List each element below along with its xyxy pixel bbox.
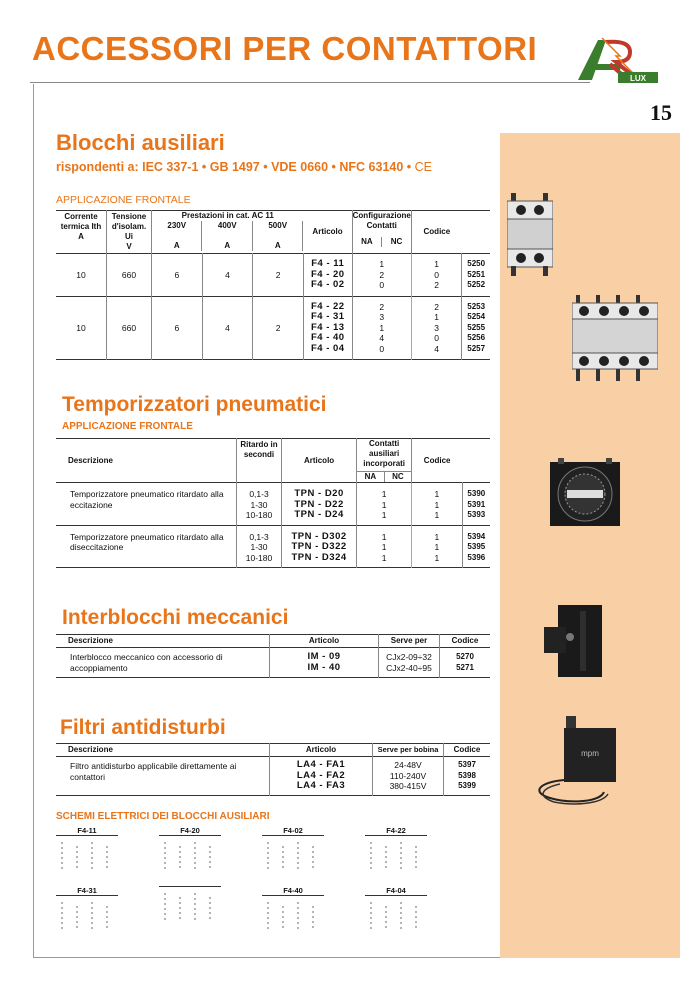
articolo-cell: TPN - D324 xyxy=(291,551,347,563)
auxiliary-block-small-photo xyxy=(507,193,553,277)
codice-cell: 5256 xyxy=(467,333,486,342)
ritardo-cell: 10-180 xyxy=(245,510,273,520)
a400-cell: 4 xyxy=(202,296,253,360)
articolo-cell: TPN - D302 xyxy=(291,530,347,542)
nc-cell: 2 xyxy=(434,280,439,290)
nc-cell: 1 xyxy=(434,259,439,269)
wiring-diagram-label: F4-31 xyxy=(56,886,118,896)
a500-cell: 2 xyxy=(253,254,304,297)
filtro-serve xyxy=(373,757,444,796)
corrente-cell: 10 xyxy=(56,254,107,297)
wiring-diagram-label: F4-40 xyxy=(262,886,324,896)
header-ritardo: Ritardo in secondi xyxy=(237,439,282,483)
wiring-diagram xyxy=(262,826,324,882)
header-amp-400: A xyxy=(224,241,231,250)
codice-cell: 5395 xyxy=(467,542,486,551)
na-cell: 0 xyxy=(379,280,385,290)
interlock-photo xyxy=(540,605,610,677)
articolo-cell-group xyxy=(303,296,352,360)
na-cell: 1 xyxy=(381,542,387,552)
header-tensione xyxy=(107,211,152,254)
auxiliary-block-large-icon xyxy=(572,295,658,383)
articolo-cell: LA4 - FA2 xyxy=(296,769,346,781)
section-subtitle-blocchi: APPLICAZIONE FRONTALE xyxy=(56,194,191,206)
blocchi-table-body xyxy=(56,254,490,360)
a500-cell: 2 xyxy=(253,296,304,360)
nc-cell: 1 xyxy=(434,489,440,499)
header-articolo-f: Articolo xyxy=(270,744,373,757)
nc-cell: 1 xyxy=(434,542,440,552)
codice-cell: 5252 xyxy=(467,280,486,289)
header-descrizione-f: Descrizione xyxy=(56,744,270,757)
header-amp-500: A xyxy=(274,241,281,250)
wiring-diagram xyxy=(365,826,427,882)
logo-text: LUX xyxy=(630,74,646,83)
wiring-schematic-icon xyxy=(262,836,324,880)
header-tensione-unit: V xyxy=(126,242,132,251)
section-title-temporizzatori: Temporizzatori pneumatici xyxy=(62,393,327,416)
codice-cell: 5271 xyxy=(456,662,474,672)
na-cell: 2 xyxy=(379,269,385,280)
auxiliary-block-small-icon xyxy=(507,193,553,277)
articolo-cell: F4 - 22 xyxy=(310,300,345,312)
codice-cell-group xyxy=(462,525,490,568)
section-title-filtri: Filtri antidisturbi xyxy=(60,716,226,739)
wiring-schematic-icon xyxy=(159,836,221,880)
na-cell: 1 xyxy=(381,489,387,499)
header-prestazioni-text: Prestazioni in cat. AC 11 xyxy=(181,211,274,220)
ce-mark-icon: CE xyxy=(414,160,433,174)
section-subtitle-temporizzatori: APPLICAZIONE FRONTALE xyxy=(62,421,193,432)
na-cell: 1 xyxy=(381,531,387,542)
header-prestazioni xyxy=(152,211,304,254)
logo xyxy=(572,34,660,84)
na-cell: 2 xyxy=(379,301,385,312)
nc-cell: 1 xyxy=(434,552,440,563)
codice-cell: 5253 xyxy=(467,301,486,311)
codice-cell: 5397 xyxy=(458,760,476,769)
header-corrente xyxy=(56,211,107,254)
header-articolo-t: Articolo xyxy=(282,439,357,483)
articolo-cell: LA4 - FA3 xyxy=(296,780,346,791)
na-cell: 3 xyxy=(379,312,385,322)
codice-cell: 5394 xyxy=(467,531,486,541)
articolo-cell-group xyxy=(303,254,352,297)
ritardo-cell-group xyxy=(237,483,282,526)
nc-cell: 0 xyxy=(434,269,439,280)
codice-cell: 5270 xyxy=(456,652,474,661)
nc-cell: 1 xyxy=(434,531,440,542)
interblocchi-table xyxy=(56,634,490,678)
nc-cell: 1 xyxy=(434,312,439,322)
header-contatti-text: Contatti ausiliari incorporati xyxy=(363,439,406,468)
wiring-diagram xyxy=(159,886,221,942)
title-rule xyxy=(30,82,590,83)
na-cell-group xyxy=(352,254,411,297)
tensione-cell: 660 xyxy=(107,296,152,360)
codice-cell-group xyxy=(462,483,490,526)
table-row xyxy=(56,296,490,360)
filtri-table xyxy=(56,743,490,796)
codice-cell-group xyxy=(462,296,490,360)
na-cell: 4 xyxy=(379,333,385,343)
header-articolo-i: Articolo xyxy=(270,635,379,648)
codice-cell-group xyxy=(462,254,490,297)
na-cell: 1 xyxy=(381,552,387,563)
timer-icon xyxy=(550,458,620,530)
header-codice-f: Codice xyxy=(453,745,481,754)
na-cell-group xyxy=(357,525,412,568)
serve-cell: CJx2-40÷95 xyxy=(386,662,432,673)
articolo-cell: F4 - 13 xyxy=(310,321,345,333)
articolo-cell: F4 - 20 xyxy=(310,268,345,280)
codice-cell: 5250 xyxy=(467,259,486,268)
nc-cell-group xyxy=(411,296,462,360)
codice-cell: 5255 xyxy=(467,322,486,332)
wiring-schematic-icon xyxy=(56,896,118,940)
descrizione-cell: Temporizzatore pneumatico ritardato alla diseccitazione xyxy=(56,525,237,568)
articolo-cell: F4 - 11 xyxy=(311,258,345,269)
filtro-articoli xyxy=(270,757,373,796)
filtro-descrizione: Filtro antidisturbo applicabile direttamente ai contattori xyxy=(56,757,270,796)
nc-cell-group xyxy=(412,483,463,526)
articolo-cell: IM - 40 xyxy=(307,661,341,673)
codice-cell: 5393 xyxy=(467,510,486,519)
articolo-cell: F4 - 02 xyxy=(310,279,345,290)
schemi-title: SCHEMI ELETTRICI DEI BLOCCHI AUSILIARI xyxy=(56,811,270,822)
nc-cell: 3 xyxy=(434,322,439,333)
wiring-diagram xyxy=(56,886,118,942)
articolo-cell-group xyxy=(282,525,357,568)
na-cell: 1 xyxy=(379,322,385,333)
page-title: ACCESSORI PER CONTATTORI xyxy=(32,30,538,67)
articolo-cell: IM - 09 xyxy=(307,651,341,662)
header-descrizione-i: Descrizione xyxy=(56,635,270,648)
page-number: 15 xyxy=(650,100,672,125)
codice-cell: 5391 xyxy=(467,499,486,509)
a400-cell: 4 xyxy=(202,254,253,297)
header-serve-i: Serve per xyxy=(379,635,440,648)
svg-text:mpm: mpm xyxy=(581,749,599,758)
nc-cell: 1 xyxy=(434,499,440,510)
temporizzatori-table xyxy=(56,438,490,568)
na-cell: 1 xyxy=(379,259,385,269)
wiring-schematic-icon xyxy=(262,896,324,940)
table-row xyxy=(56,648,490,678)
articolo-cell: F4 - 31 xyxy=(310,311,345,322)
filtro-codici xyxy=(444,757,491,796)
header-descrizione: Descrizione xyxy=(56,439,237,483)
interblocco-articoli xyxy=(270,648,379,678)
wiring-diagram-label: F4-11 xyxy=(56,826,118,836)
wiring-diagram xyxy=(262,886,324,942)
codice-cell: 5398 xyxy=(458,770,476,780)
header-amp-230: A xyxy=(173,241,180,250)
header-nc: NC xyxy=(390,237,403,246)
articolo-cell-group xyxy=(282,483,357,526)
timer-photo xyxy=(550,458,620,530)
header-400v: 400V xyxy=(217,221,237,230)
standards-text: rispondenti a: IEC 337-1 • GB 1497 • VDE 0660 • NFC 63140 • xyxy=(56,160,412,174)
nc-cell: 4 xyxy=(434,343,439,354)
serve-cell: 380-415V xyxy=(389,781,427,791)
interlock-icon xyxy=(540,605,610,677)
tensione-cell: 660 xyxy=(107,254,152,297)
articolo-cell: LA4 - FA1 xyxy=(296,759,346,770)
blocchi-table xyxy=(56,210,490,360)
articolo-cell: F4 - 40 xyxy=(310,332,345,343)
ritardo-cell: 1-30 xyxy=(250,542,268,552)
header-config-text: Configurazione Contatti xyxy=(352,211,411,230)
nc-cell: 0 xyxy=(434,333,439,343)
interblocco-codici xyxy=(440,648,491,678)
section-title-interblocchi: Interblocchi meccanici xyxy=(62,606,289,629)
wiring-schematic-icon xyxy=(365,836,427,880)
ritardo-cell-group xyxy=(237,525,282,568)
nc-cell-group xyxy=(412,525,463,568)
descrizione-cell: Temporizzatore pneumatico ritardato alla eccitazione xyxy=(56,483,237,526)
wiring-diagram-label: F4-22 xyxy=(365,826,427,836)
header-230v: 230V xyxy=(167,221,187,230)
nc-cell-group xyxy=(411,254,462,297)
header-codice-i: Codice xyxy=(451,636,479,645)
na-cell: 0 xyxy=(379,343,385,354)
wiring-diagram xyxy=(56,826,118,882)
header-codice-t: Codice xyxy=(423,455,451,465)
codice-cell: 5251 xyxy=(467,269,486,279)
wiring-schematic-icon xyxy=(56,836,118,880)
section-title-blocchi: Blocchi ausiliari xyxy=(56,130,225,155)
articolo-cell: TPN - D322 xyxy=(291,541,347,552)
wiring-schematic-icon xyxy=(365,896,427,940)
header-tensione-text: Tensione d'isolam. Ui xyxy=(111,212,147,241)
header-config xyxy=(352,211,411,254)
standards-line xyxy=(56,160,432,174)
header-corrente-text: Corrente termica Ith xyxy=(60,212,102,231)
header-na-t: NA xyxy=(357,472,385,482)
codice-cell: 5254 xyxy=(467,312,486,321)
interblocco-descrizione: Interblocco meccanico con accessorio di accoppiamento xyxy=(56,648,270,678)
temporizzatori-table-body xyxy=(56,483,490,568)
articolo-cell: TPN - D20 xyxy=(294,488,344,499)
serve-cell: 110-240V xyxy=(389,770,427,781)
codice-cell: 5257 xyxy=(467,343,486,353)
header-500v: 500V xyxy=(268,221,288,230)
nc-cell: 1 xyxy=(434,510,440,520)
wiring-diagram-label: F4-04 xyxy=(365,886,427,896)
ritardo-cell: 0,1-3 xyxy=(249,489,269,499)
ritardo-cell: 10-180 xyxy=(245,552,273,563)
wiring-diagram-label: F4-02 xyxy=(262,826,324,836)
header-articolo: Articolo xyxy=(303,211,352,254)
na-cell: 1 xyxy=(381,510,387,520)
wiring-schematic-icon xyxy=(159,887,221,931)
articolo-cell: F4 - 04 xyxy=(310,342,345,354)
wiring-diagram xyxy=(365,886,427,942)
ritardo-cell: 0,1-3 xyxy=(249,531,269,542)
corrente-cell: 10 xyxy=(56,296,107,360)
ritardo-cell: 1-30 xyxy=(250,499,268,510)
interblocco-serve xyxy=(379,648,440,678)
schemi-grid xyxy=(56,826,476,946)
header-contatti xyxy=(357,439,412,483)
articolo-cell: TPN - D22 xyxy=(294,498,344,510)
codice-cell: 5399 xyxy=(458,781,476,790)
table-row xyxy=(56,254,490,297)
nc-cell: 2 xyxy=(434,301,439,312)
header-corrente-unit: A xyxy=(78,232,84,241)
table-row xyxy=(56,525,490,568)
header-nc-t: NC xyxy=(392,472,404,481)
codice-cell: 5390 xyxy=(467,489,486,498)
serve-cell: 24-48V xyxy=(394,760,422,770)
codice-cell: 5396 xyxy=(467,552,486,562)
header-codice: Codice xyxy=(423,227,451,236)
articolo-cell: TPN - D24 xyxy=(294,509,344,520)
header-serve-f: Serve per bobina xyxy=(373,744,444,757)
table-row xyxy=(56,483,490,526)
serve-cell: CJx2-09÷32 xyxy=(386,652,432,662)
na-cell: 1 xyxy=(381,499,387,510)
a230-cell: 6 xyxy=(152,254,203,297)
auxiliary-block-large-photo xyxy=(572,295,658,383)
logo-ar-lux-icon xyxy=(572,34,660,84)
wiring-diagram-label: F4-20 xyxy=(159,826,221,836)
a230-cell: 6 xyxy=(152,296,203,360)
filter-icon xyxy=(530,716,630,808)
na-cell-group xyxy=(352,296,411,360)
table-row xyxy=(56,757,490,796)
na-cell-group xyxy=(357,483,412,526)
wiring-diagram xyxy=(159,826,221,882)
filter-photo xyxy=(530,716,630,808)
header-na: NA xyxy=(353,237,383,247)
